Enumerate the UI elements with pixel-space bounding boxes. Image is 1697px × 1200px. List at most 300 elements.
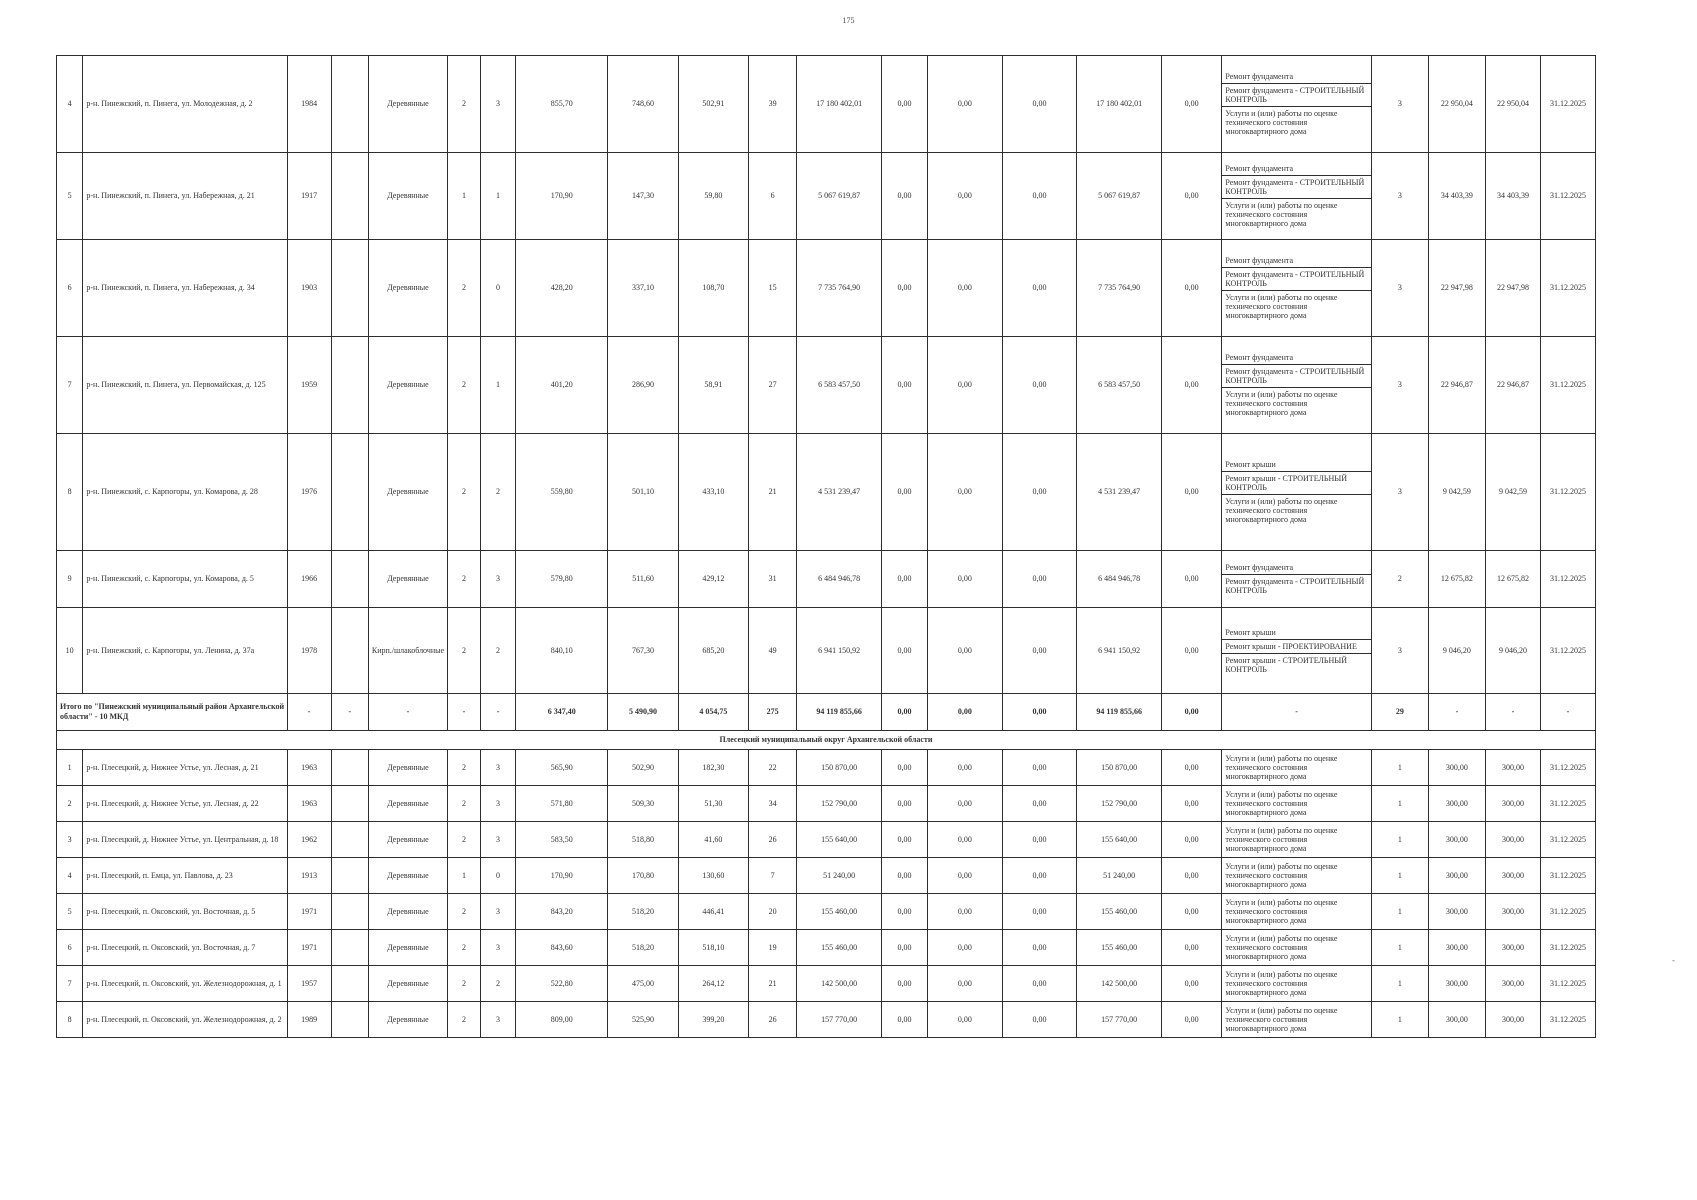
owners-funds-cell: 155 460,00 — [1077, 930, 1162, 966]
no-cell: 7 — [57, 966, 83, 1002]
max-unit-cost-cell: 22 947,98 — [1485, 240, 1540, 337]
max-unit-cost-cell: 22 946,87 — [1485, 337, 1540, 434]
table-row — [57, 608, 1596, 694]
works-cell — [1222, 56, 1371, 153]
owners-funds-cell: 7 735 764,90 — [1077, 240, 1162, 337]
works-cell — [1222, 551, 1371, 608]
total-area-cell: 840,10 — [516, 608, 608, 694]
works-cell — [1222, 240, 1371, 337]
cost-total-cell: 142 500,00 — [797, 966, 882, 1002]
entrances-cell: 3 — [480, 822, 515, 858]
residential-area-cell: 399,20 — [678, 1002, 748, 1038]
wall-material-cell: Кирп./шлакоблочные — [368, 608, 447, 694]
deadline-cell: 31.12.2025 — [1540, 930, 1595, 966]
regional-budget-cell: 0,00 — [928, 56, 1003, 153]
wall-material-cell: Деревянные — [368, 966, 447, 1002]
no-cell: 4 — [57, 56, 83, 153]
fund-support-cell: 0,00 — [881, 966, 927, 1002]
works-count-cell: 1 — [1371, 858, 1428, 894]
regional-budget-cell: 0,00 — [928, 608, 1003, 694]
empty-cell — [331, 337, 368, 434]
max-unit-cost-cell: 300,00 — [1485, 822, 1540, 858]
empty-cell — [331, 750, 368, 786]
no-cell: 8 — [57, 1002, 83, 1038]
year-cell: 1984 — [287, 56, 331, 153]
fund-support-cell: 0,00 — [881, 822, 927, 858]
residential-area-cell: 108,70 — [678, 240, 748, 337]
works-count-total: 29 — [1371, 694, 1428, 731]
owners-funds-cell: 155 640,00 — [1077, 822, 1162, 858]
local-budget-total: 0,00 — [1002, 694, 1077, 731]
residents-cell: 49 — [748, 608, 796, 694]
work-item: Услуги и (или) работы по оценке технического состояния многоквартирного дома — [1225, 934, 1338, 961]
entrances-cell: 1 — [480, 337, 515, 434]
fund-support-cell: 0,00 — [881, 750, 927, 786]
residential-area-cell: 264,12 — [678, 966, 748, 1002]
work-item: Ремонт фундамента - СТРОИТЕЛЬНЫЙ КОНТРОЛЬ — [1222, 365, 1370, 388]
premises-area-cell: 170,80 — [608, 858, 678, 894]
unit-cost-cell: 300,00 — [1428, 750, 1485, 786]
other-total: 0,00 — [1161, 694, 1221, 731]
residents-cell: 31 — [748, 551, 796, 608]
dash-cell: - — [480, 694, 515, 731]
owners-funds-cell: 4 531 239,47 — [1077, 434, 1162, 551]
year-cell: 1959 — [287, 337, 331, 434]
cost-total-cell: 155 460,00 — [797, 894, 882, 930]
work-item: Ремонт фундамента - СТРОИТЕЛЬНЫЙ КОНТРОЛЬ — [1222, 268, 1370, 291]
residential-area-cell: 446,41 — [678, 894, 748, 930]
repair-register-table — [56, 55, 1596, 1038]
total-area-cell: 855,70 — [516, 56, 608, 153]
owners-funds-total: 94 119 855,66 — [1077, 694, 1162, 731]
premises-area-cell: 518,20 — [608, 894, 678, 930]
other-cell: 0,00 — [1161, 551, 1221, 608]
works-list — [1222, 896, 1370, 927]
address-cell: р-н. Пинежский, с. Карпогоры, ул. Комарова, д. 28 — [83, 434, 287, 551]
owners-funds-cell: 157 770,00 — [1077, 1002, 1162, 1038]
total-area-total: 6 347,40 — [516, 694, 608, 731]
other-cell: 0,00 — [1161, 337, 1221, 434]
premises-area-total: 5 490,90 — [608, 694, 678, 731]
local-budget-cell: 0,00 — [1002, 930, 1077, 966]
owners-funds-cell: 152 790,00 — [1077, 786, 1162, 822]
entrances-cell: 2 — [480, 434, 515, 551]
other-cell: 0,00 — [1161, 434, 1221, 551]
unit-cost-cell: 22 950,04 — [1428, 56, 1485, 153]
works-cell — [1222, 608, 1371, 694]
other-cell: 0,00 — [1161, 966, 1221, 1002]
works-count-cell: 1 — [1371, 750, 1428, 786]
fund-support-cell: 0,00 — [881, 551, 927, 608]
work-item: Ремонт фундамента - СТРОИТЕЛЬНЫЙ КОНТРОЛЬ — [1222, 84, 1370, 107]
local-budget-cell: 0,00 — [1002, 750, 1077, 786]
premises-area-cell: 502,90 — [608, 750, 678, 786]
fund-support-cell: 0,00 — [881, 608, 927, 694]
other-cell: 0,00 — [1161, 894, 1221, 930]
deadline-cell: 31.12.2025 — [1540, 608, 1595, 694]
owners-funds-cell: 6 941 150,92 — [1077, 608, 1162, 694]
work-item: Ремонт крыши — [1222, 626, 1370, 640]
deadline-cell: 31.12.2025 — [1540, 894, 1595, 930]
entrances-cell: 3 — [480, 894, 515, 930]
max-unit-cost-cell: 300,00 — [1485, 1002, 1540, 1038]
residential-area-total: 4 054,75 — [678, 694, 748, 731]
entrances-cell: 3 — [480, 551, 515, 608]
works-cell — [1222, 930, 1371, 966]
works-list — [1222, 162, 1370, 230]
no-cell: 4 — [57, 858, 83, 894]
regional-budget-cell: 0,00 — [928, 434, 1003, 551]
empty-cell — [331, 434, 368, 551]
cost-total-cell: 17 180 402,01 — [797, 56, 882, 153]
premises-area-cell: 509,30 — [608, 786, 678, 822]
other-cell: 0,00 — [1161, 750, 1221, 786]
year-cell: 1971 — [287, 930, 331, 966]
other-cell: 0,00 — [1161, 822, 1221, 858]
floors-cell: 2 — [448, 240, 481, 337]
year-cell: 1966 — [287, 551, 331, 608]
residents-cell: 39 — [748, 56, 796, 153]
year-cell: 1913 — [287, 858, 331, 894]
work-item: Услуги и (или) работы по оценке технического состояния многоквартирного дома — [1225, 390, 1338, 417]
works-count-cell: 3 — [1371, 56, 1428, 153]
regional-budget-cell: 0,00 — [928, 337, 1003, 434]
dash-cell: - — [448, 694, 481, 731]
wall-material-cell: Деревянные — [368, 822, 447, 858]
empty-cell — [331, 1002, 368, 1038]
wall-material-cell: Деревянные — [368, 240, 447, 337]
residents-total: 275 — [748, 694, 796, 731]
total-area-cell: 428,20 — [516, 240, 608, 337]
address-cell: р-н. Плесецкий, д. Нижнее Устье, ул. Лесная, д. 22 — [83, 786, 287, 822]
floors-cell: 2 — [448, 551, 481, 608]
cost-total-total: 94 119 855,66 — [797, 694, 882, 731]
max-unit-cost-cell: 34 403,39 — [1485, 153, 1540, 240]
residential-area-cell: 429,12 — [678, 551, 748, 608]
owners-funds-cell: 6 484 946,78 — [1077, 551, 1162, 608]
address-cell: р-н. Плесецкий, д. Нижнее Устье, ул. Центральная, д. 18 — [83, 822, 287, 858]
floors-cell: 1 — [448, 858, 481, 894]
work-item: Услуги и (или) работы по оценке технического состояния многоквартирного дома — [1225, 293, 1338, 320]
no-cell: 5 — [57, 153, 83, 240]
fund-support-cell: 0,00 — [881, 930, 927, 966]
floors-cell: 2 — [448, 1002, 481, 1038]
work-item: Услуги и (или) работы по оценке технического состояния многоквартирного дома — [1225, 754, 1338, 781]
empty-cell — [331, 858, 368, 894]
floors-cell: 2 — [448, 56, 481, 153]
works-cell — [1222, 822, 1371, 858]
works-list — [1222, 351, 1370, 419]
owners-funds-cell: 17 180 402,01 — [1077, 56, 1162, 153]
works-cell — [1222, 894, 1371, 930]
work-item: Услуги и (или) работы по оценке технического состояния многоквартирного дома — [1225, 790, 1338, 817]
floors-cell: 2 — [448, 786, 481, 822]
unit-cost-cell: 9 042,59 — [1428, 434, 1485, 551]
no-cell: 9 — [57, 551, 83, 608]
work-item: Ремонт фундамента - СТРОИТЕЛЬНЫЙ КОНТРОЛЬ — [1225, 577, 1365, 595]
address-cell: р-н. Пинежский, п. Пинега, ул. Набережная, д. 34 — [83, 240, 287, 337]
fund-support-cell: 0,00 — [881, 56, 927, 153]
regional-budget-cell: 0,00 — [928, 822, 1003, 858]
works-list — [1222, 788, 1370, 819]
empty-cell — [331, 894, 368, 930]
entrances-cell: 0 — [480, 240, 515, 337]
address-cell: р-н. Плесецкий, п. Оксовский, ул. Восточная, д. 5 — [83, 894, 287, 930]
year-cell: 1962 — [287, 822, 331, 858]
cost-total-cell: 7 735 764,90 — [797, 240, 882, 337]
works-cell — [1222, 858, 1371, 894]
dash-cell: - — [287, 694, 331, 731]
works-count-cell: 3 — [1371, 240, 1428, 337]
unit-cost-cell: 22 946,87 — [1428, 337, 1485, 434]
local-budget-cell: 0,00 — [1002, 822, 1077, 858]
year-cell: 1976 — [287, 434, 331, 551]
premises-area-cell: 525,90 — [608, 1002, 678, 1038]
wall-material-cell: Деревянные — [368, 153, 447, 240]
fund-support-cell: 0,00 — [881, 153, 927, 240]
fund-support-cell: 0,00 — [881, 240, 927, 337]
works-list — [1222, 254, 1370, 322]
empty-cell — [331, 966, 368, 1002]
work-item: Услуги и (или) работы по оценке технического состояния многоквартирного дома — [1225, 826, 1338, 853]
residents-cell: 34 — [748, 786, 796, 822]
local-budget-cell: 0,00 — [1002, 1002, 1077, 1038]
local-budget-cell: 0,00 — [1002, 608, 1077, 694]
year-cell: 1917 — [287, 153, 331, 240]
works-count-cell: 3 — [1371, 337, 1428, 434]
residential-area-cell: 58,91 — [678, 337, 748, 434]
works-list — [1222, 458, 1370, 526]
works-count-cell: 1 — [1371, 822, 1428, 858]
deadline-cell: 31.12.2025 — [1540, 822, 1595, 858]
work-item: Услуги и (или) работы по оценке технического состояния многоквартирного дома — [1225, 109, 1338, 136]
work-item: Услуги и (или) работы по оценке технического состояния многоквартирного дома — [1225, 497, 1338, 524]
dash-cell: - — [1485, 694, 1540, 731]
residents-cell: 21 — [748, 434, 796, 551]
wall-material-cell: Деревянные — [368, 894, 447, 930]
premises-area-cell: 518,20 — [608, 930, 678, 966]
works-list — [1222, 968, 1370, 999]
deadline-cell: 31.12.2025 — [1540, 786, 1595, 822]
works-count-cell: 3 — [1371, 434, 1428, 551]
wall-material-cell: Деревянные — [368, 551, 447, 608]
table-row — [57, 966, 1596, 1002]
no-cell: 7 — [57, 337, 83, 434]
empty-cell — [331, 56, 368, 153]
address-cell: р-н. Пинежский, п. Пинега, ул. Первомайская, д. 125 — [83, 337, 287, 434]
residents-cell: 26 — [748, 1002, 796, 1038]
floors-cell: 2 — [448, 750, 481, 786]
floors-cell: 2 — [448, 337, 481, 434]
table-row — [57, 822, 1596, 858]
address-cell: р-н. Плесецкий, п. Оксовский, ул. Восточная, д. 7 — [83, 930, 287, 966]
cost-total-cell: 155 460,00 — [797, 930, 882, 966]
regional-budget-cell: 0,00 — [928, 786, 1003, 822]
works-list — [1222, 860, 1370, 891]
other-cell: 0,00 — [1161, 858, 1221, 894]
table-row — [57, 1002, 1596, 1038]
district-heading-row — [57, 731, 1596, 750]
entrances-cell: 3 — [480, 786, 515, 822]
year-cell: 1963 — [287, 786, 331, 822]
no-cell: 2 — [57, 786, 83, 822]
work-item: Ремонт крыши - ПРОЕКТИРОВАНИЕ — [1222, 640, 1370, 654]
address-cell: р-н. Плесецкий, п. Оксовский, ул. Железнодорожная, д. 2 — [83, 1002, 287, 1038]
table-row — [57, 750, 1596, 786]
year-cell: 1903 — [287, 240, 331, 337]
residential-area-cell: 502,91 — [678, 56, 748, 153]
entrances-cell: 2 — [480, 608, 515, 694]
empty-cell — [331, 551, 368, 608]
local-budget-cell: 0,00 — [1002, 434, 1077, 551]
max-unit-cost-cell: 300,00 — [1485, 966, 1540, 1002]
other-cell: 0,00 — [1161, 240, 1221, 337]
works-cell — [1222, 966, 1371, 1002]
residential-area-cell: 518,10 — [678, 930, 748, 966]
wall-material-cell: Деревянные — [368, 1002, 447, 1038]
address-cell: р-н. Пинежский, с. Карпогоры, ул. Комарова, д. 5 — [83, 551, 287, 608]
premises-area-cell: 518,80 — [608, 822, 678, 858]
works-list — [1222, 824, 1370, 855]
work-item: Услуги и (или) работы по оценке технического состояния многоквартирного дома — [1225, 862, 1338, 889]
wall-material-cell: Деревянные — [368, 434, 447, 551]
empty-cell — [331, 153, 368, 240]
other-cell: 0,00 — [1161, 786, 1221, 822]
total-area-cell: 571,80 — [516, 786, 608, 822]
residents-cell: 26 — [748, 822, 796, 858]
works-cell — [1222, 750, 1371, 786]
address-cell: р-н. Плесецкий, д. Нижнее Устье, ул. Лесная, д. 21 — [83, 750, 287, 786]
dash-cell: - — [1428, 694, 1485, 731]
works-cell — [1222, 786, 1371, 822]
page-number: 175 — [842, 16, 855, 25]
fund-support-cell: 0,00 — [881, 786, 927, 822]
address-cell: р-н. Плесецкий, п. Оксовский, ул. Железнодорожная, д. 1 — [83, 966, 287, 1002]
fund-support-cell: 0,00 — [881, 1002, 927, 1038]
work-item: Ремонт фундамента - СТРОИТЕЛЬНЫЙ КОНТРОЛЬ — [1222, 176, 1370, 199]
fund-support-cell: 0,00 — [881, 337, 927, 434]
address-cell: р-н. Пинежский, с. Карпогоры, ул. Ленина, д. 37а — [83, 608, 287, 694]
regional-budget-cell: 0,00 — [928, 894, 1003, 930]
works-count-cell: 1 — [1371, 786, 1428, 822]
floors-cell: 2 — [448, 966, 481, 1002]
max-unit-cost-cell: 22 950,04 — [1485, 56, 1540, 153]
works-count-cell: 1 — [1371, 1002, 1428, 1038]
max-unit-cost-cell: 300,00 — [1485, 930, 1540, 966]
works-cell — [1222, 337, 1371, 434]
address-cell: р-н. Плесецкий, п. Емца, ул. Павлова, д. 23 — [83, 858, 287, 894]
premises-area-cell: 748,60 — [608, 56, 678, 153]
premises-area-cell: 337,10 — [608, 240, 678, 337]
entrances-cell: 1 — [480, 153, 515, 240]
residential-area-cell: 685,20 — [678, 608, 748, 694]
table-row — [57, 434, 1596, 551]
entrances-cell: 2 — [480, 966, 515, 1002]
empty-cell — [331, 786, 368, 822]
max-unit-cost-cell: 9 046,20 — [1485, 608, 1540, 694]
deadline-cell: 31.12.2025 — [1540, 153, 1595, 240]
regional-budget-cell: 0,00 — [928, 1002, 1003, 1038]
total-area-cell: 579,80 — [516, 551, 608, 608]
total-area-cell: 170,90 — [516, 153, 608, 240]
fund-support-total: 0,00 — [881, 694, 927, 731]
residents-cell: 27 — [748, 337, 796, 434]
wall-material-cell: Деревянные — [368, 786, 447, 822]
dash-cell: - — [1540, 694, 1595, 731]
residents-cell: 19 — [748, 930, 796, 966]
work-item: Ремонт фундамента — [1222, 561, 1370, 575]
dash-cell: - — [331, 694, 368, 731]
dash-cell: - — [368, 694, 447, 731]
floors-cell: 2 — [448, 894, 481, 930]
floors-cell: 2 — [448, 434, 481, 551]
total-area-cell: 843,20 — [516, 894, 608, 930]
max-unit-cost-cell: 300,00 — [1485, 750, 1540, 786]
deadline-cell: 31.12.2025 — [1540, 434, 1595, 551]
works-count-cell: 3 — [1371, 153, 1428, 240]
unit-cost-cell: 300,00 — [1428, 894, 1485, 930]
no-cell: 3 — [57, 822, 83, 858]
deadline-cell: 31.12.2025 — [1540, 337, 1595, 434]
wall-material-cell: Деревянные — [368, 337, 447, 434]
unit-cost-cell: 300,00 — [1428, 966, 1485, 1002]
address-cell: р-н. Пинежский, п. Пинега, ул. Молодежная, д. 2 — [83, 56, 287, 153]
premises-area-cell: 286,90 — [608, 337, 678, 434]
owners-funds-cell: 5 067 619,87 — [1077, 153, 1162, 240]
premises-area-cell: 511,60 — [608, 551, 678, 608]
deadline-cell: 31.12.2025 — [1540, 240, 1595, 337]
max-unit-cost-cell: 12 675,82 — [1485, 551, 1540, 608]
local-budget-cell: 0,00 — [1002, 551, 1077, 608]
empty-cell — [331, 608, 368, 694]
fund-support-cell: 0,00 — [881, 434, 927, 551]
works-count-cell: 1 — [1371, 930, 1428, 966]
residents-cell: 21 — [748, 966, 796, 1002]
works-count-cell: 1 — [1371, 894, 1428, 930]
premises-area-cell: 147,30 — [608, 153, 678, 240]
district-title: Плесецкий муниципальный округ Архангельской области — [57, 731, 1596, 750]
cost-total-cell: 6 484 946,78 — [797, 551, 882, 608]
local-budget-cell: 0,00 — [1002, 153, 1077, 240]
work-item: Услуги и (или) работы по оценке технического состояния многоквартирного дома — [1225, 898, 1338, 925]
cost-total-cell: 5 067 619,87 — [797, 153, 882, 240]
total-area-cell: 809,00 — [516, 1002, 608, 1038]
regional-budget-cell: 0,00 — [928, 153, 1003, 240]
wall-material-cell: Деревянные — [368, 858, 447, 894]
cost-total-cell: 155 640,00 — [797, 822, 882, 858]
year-cell: 1971 — [287, 894, 331, 930]
work-item: Услуги и (или) работы по оценке технического состояния многоквартирного дома — [1225, 201, 1338, 228]
work-item: Ремонт фундамента — [1222, 162, 1370, 176]
table-row — [57, 930, 1596, 966]
cost-total-cell: 150 870,00 — [797, 750, 882, 786]
unit-cost-cell: 300,00 — [1428, 1002, 1485, 1038]
owners-funds-cell: 150 870,00 — [1077, 750, 1162, 786]
other-cell: 0,00 — [1161, 930, 1221, 966]
owners-funds-cell: 6 583 457,50 — [1077, 337, 1162, 434]
wall-material-cell: Деревянные — [368, 930, 447, 966]
work-item: Ремонт крыши - СТРОИТЕЛЬНЫЙ КОНТРОЛЬ — [1222, 472, 1370, 495]
table-row — [57, 551, 1596, 608]
deadline-cell: 31.12.2025 — [1540, 551, 1595, 608]
regional-budget-cell: 0,00 — [928, 858, 1003, 894]
total-area-cell: 522,80 — [516, 966, 608, 1002]
owners-funds-cell: 155 460,00 — [1077, 894, 1162, 930]
total-area-cell: 583,50 — [516, 822, 608, 858]
table-row — [57, 153, 1596, 240]
unit-cost-cell: 300,00 — [1428, 822, 1485, 858]
works-count-cell: 3 — [1371, 608, 1428, 694]
